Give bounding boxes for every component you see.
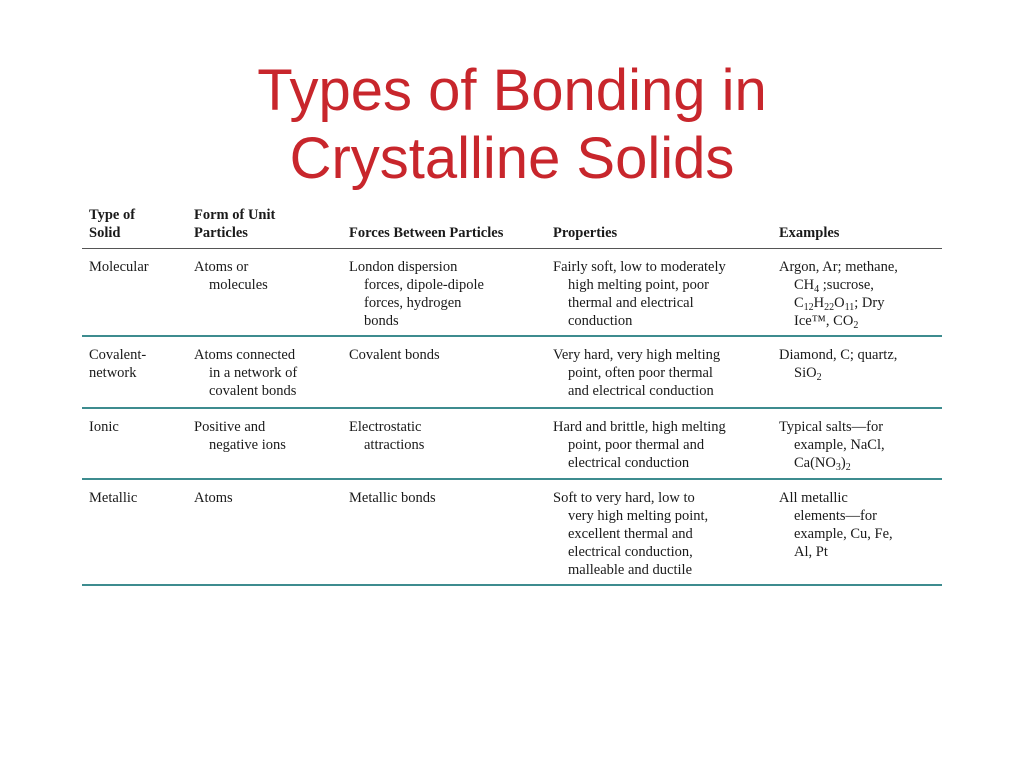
cell-text: thermal and electrical [568,295,694,311]
cell-forces [342,346,546,407]
cell-properties [546,418,772,478]
header-text: Form of Unit [194,207,276,223]
cell-text: attractions [364,437,425,453]
cell-properties [546,346,772,407]
cell-text: $Ca(NO_3)_2$ [794,455,851,473]
header-text: Particles [194,225,248,241]
cell-text: All metallic [779,490,848,506]
cell-text: Covalent bonds [349,347,440,363]
cell-type [82,258,187,335]
cell-text: Argon, Ar; methane, [779,259,898,275]
cell-form [187,489,342,584]
cell-text: electrical conduction [568,455,690,471]
cell-text: excellent thermal and [568,526,693,542]
table-row-ionic [82,409,942,480]
cell-text: electrical conduction, [568,544,693,560]
cell-text: Molecular [89,259,149,275]
cell-examples [772,258,942,335]
cell-form [187,346,342,407]
cell-text: network [89,365,137,381]
cell-text: molecules [209,277,268,293]
bonding-table [82,207,942,586]
cell-text: Diamond, C; quartz, [779,347,898,363]
header-text: Examples [779,225,840,241]
cell-text: SiO$_2$ [794,365,822,383]
cell-text: Electrostatic [349,419,422,435]
cell-text: negative ions [209,437,286,453]
cell-forces [342,258,546,335]
cell-examples [772,346,942,407]
header-forces [342,224,546,242]
cell-type [82,346,187,407]
cell-text: Soft to very hard, low to [553,490,695,506]
table-header-row [82,207,942,249]
cell-text: Typical salts—for [779,419,884,435]
cell-text: elements—for [794,508,877,524]
cell-text: example, Cu, Fe, [794,526,893,542]
header-properties [546,224,772,242]
cell-text: Atoms or [194,259,249,275]
title-line-1: Types of Bonding in [257,57,767,123]
cell-text: point, poor thermal and [568,437,705,453]
cell-text: Metallic bonds [349,490,436,506]
header-text: Solid [89,225,121,241]
cell-text: bonds [364,313,399,329]
cell-properties [546,258,772,335]
table-row-covalent-network [82,337,942,409]
cell-examples [772,418,942,478]
cell-forces [342,489,546,584]
cell-type [82,489,187,584]
cell-text: point, often poor thermal [568,365,713,381]
table-row-molecular [82,249,942,337]
cell-text: conduction [568,313,633,329]
cell-type [82,418,187,478]
cell-text: Metallic [89,490,138,506]
cell-text: Positive and [194,419,266,435]
cell-text: $C_{12}H_{22}O_{11}$; Dry [794,295,885,313]
cell-text: high melting point, poor [568,277,709,293]
cell-text: Covalent- [89,347,147,363]
cell-text: forces, dipole-dipole [364,277,484,293]
cell-text: Fairly soft, low to moderately [553,259,726,275]
header-text: Type of [89,207,136,223]
cell-text: malleable and ductile [568,562,693,578]
cell-text: Hard and brittle, high melting [553,419,726,435]
cell-text: in a network of [209,365,298,381]
cell-text: and electrical conduction [568,383,714,399]
header-type-of-solid [82,206,187,242]
header-text: Forces Between Particles [349,225,504,241]
cell-text: $CH_4$ ;sucrose, [794,277,874,295]
cell-text: Atoms connected [194,347,296,363]
cell-properties [546,489,772,584]
cell-text: very high melting point, [568,508,709,524]
cell-text: Ionic [89,419,119,435]
cell-text: Al, Pt [794,544,828,560]
cell-examples [772,489,942,584]
cell-text: example, NaCl, [794,437,885,453]
cell-text: Atoms [194,490,233,506]
cell-form [187,418,342,478]
cell-text: Ice™, $CO_2$ [794,313,859,331]
table-row-metallic [82,480,942,586]
cell-form [187,258,342,335]
header-text: Properties [553,225,618,241]
cell-text: covalent bonds [209,383,297,399]
header-examples [772,224,942,242]
cell-text: forces, hydrogen [364,295,462,311]
cell-forces [342,418,546,478]
cell-text: London dispersion [349,259,458,275]
title-line-2: Crystalline Solids [289,125,735,191]
slide-title [0,57,1024,193]
header-form-of-unit-particles [187,206,342,242]
cell-text: Very hard, very high melting [553,347,721,363]
